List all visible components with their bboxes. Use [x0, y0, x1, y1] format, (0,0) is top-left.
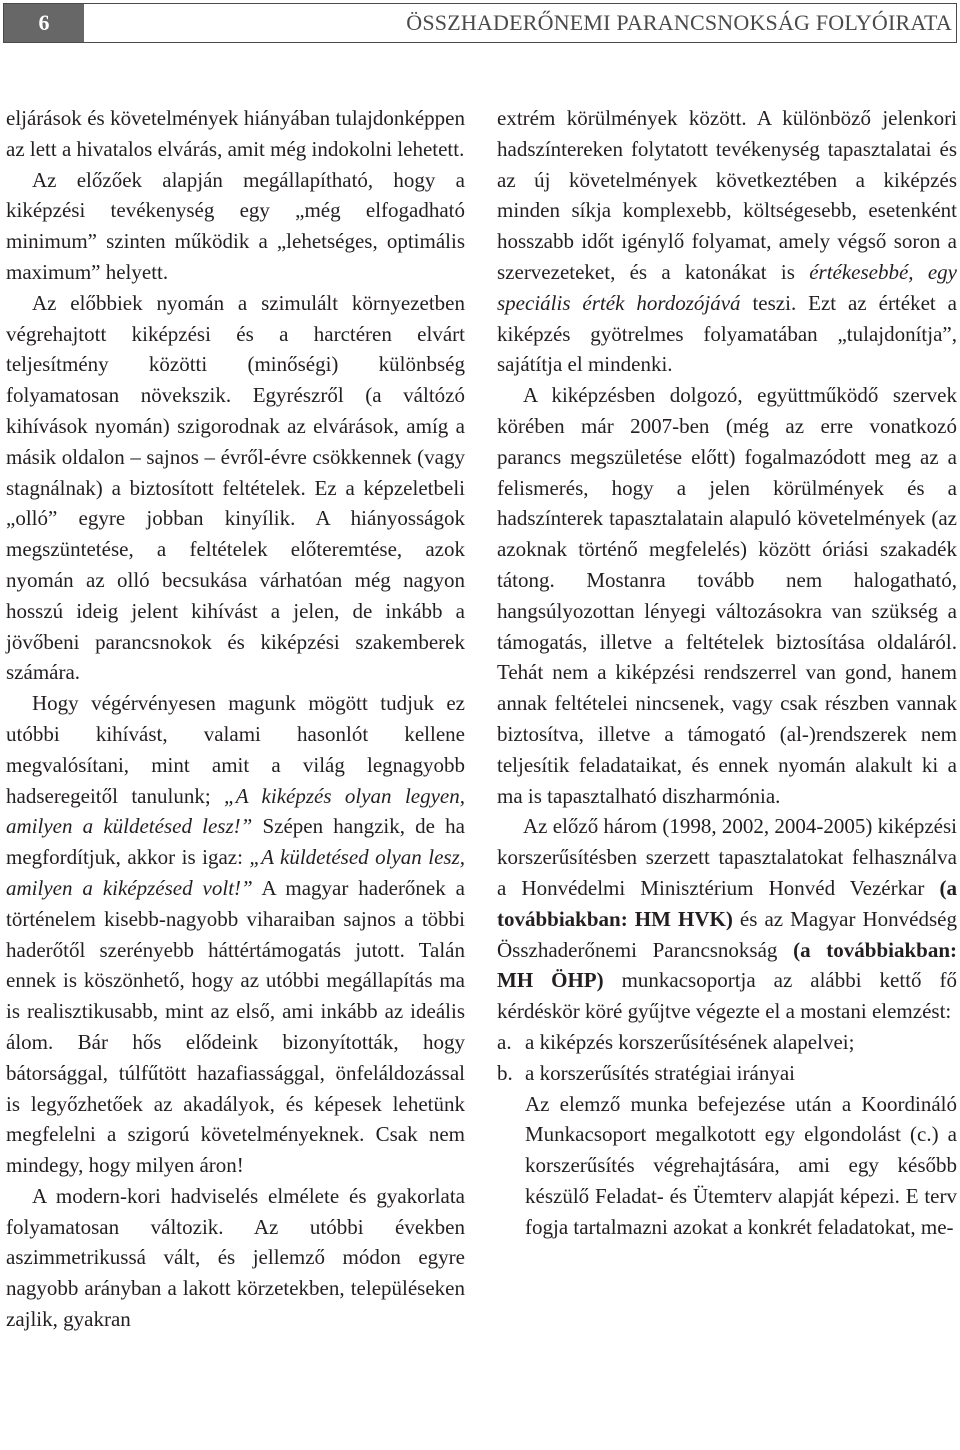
text-run: extrém körülmények között. A különböző jelenkori hadszíntereken folytatott tevékenység tapasztalatai és az új követelmények következtében a kiképzés minden síkja komplexebb, költségesebb, esetenként hosszabb időt igénylő folyamat, amely végső soron a szervezeteket, és a katonákat is: [497, 106, 957, 284]
running-header: [3, 3, 957, 43]
paragraph: Az előzőek alapján megállapítható, hogy a kiképzési tevékenység egy „még elfogadható minimum” szinten működik a „lehetséges, optimális maximum” helyett.: [6, 167, 465, 284]
list-text: a kiképzés korszerűsítésének alapelvei;: [525, 1029, 855, 1054]
journal-title: ÖSSZHADERŐNEMI PARANCSNOKSÁG FOLYÓIRATA: [406, 10, 952, 35]
list-item: [497, 1058, 957, 1089]
paragraph: A modern-kori hadviselés elmélete és gyakorlata folyamatosan változik. Az utóbbi években aszimmetrikussá vált, és jellemző módon egyre nagyobb arányban a lakott körzetekben, településeken zajlik, gyakran: [6, 1183, 465, 1332]
list-label: a.: [497, 1029, 512, 1054]
list-item: [497, 1027, 957, 1058]
bold-abbreviation: (a továbbiakban: HM HVK): [497, 875, 957, 931]
paragraph: [6, 688, 465, 1181]
text-run: Szépen hangzik, de ha megfordítjuk, akkor is igaz:: [6, 814, 465, 870]
list-text: a korszerűsítés stratégiai irányai: [525, 1060, 795, 1085]
paragraph: A kiképzésben dolgozó, együttműködő szervek körében már 2007-ben (még az erre vonatkozó parancs megszületése előtt) fogalmazódott meg az a felismerés, hogy a jelen körülmények és a hadszínterek tapasztalatain alapuló követelmények (az azoknak történő megfelelés) között óriási szakadék tátong. Mostanra tovább nem halogatható, hangsúlyozottan lényegi változásokra van szükség a támogatás, illetve a feltételek biztosítása oldaláról. Tehát nem a kiképzési rendszerrel van gond, hanem annak feltételei nincsenek, vagy csak részben vannak biztosítva, illetve a támogató (al-)rendszerek nem teljesítik feladataikat, és ennek nyomán alakult ki a ma is tapasztalható diszharmónia.: [497, 383, 957, 808]
paragraph: [497, 103, 957, 380]
left-column: [6, 103, 465, 1335]
text-run: és az Magyar Honvédség Összhaderőnemi Parancsnokság: [497, 906, 957, 962]
text-run: Hogy végérvényesen magunk mögött tudjuk ez utóbbi kihívást, valami hasonlót kellene megvalósítani, mint amit a világ legnagyobb hadseregeitől tanulunk;: [6, 691, 465, 808]
paragraph: eljárások és követelmények hiányában tulajdonképpen az lett a hivatalos elvárás, amit még indokolni lehetett.: [6, 106, 465, 161]
paragraph: Az előbbiek nyomán a szimulált környezetben végrehajtott kiképzési és a harctéren elvárt teljesítmény közötti (minőségi) különbség folyamatosan növekszik. Egyrészről (a váltózó kihívások nyomán) szigorodnak az elvárások, amíg a másik oldalon – sajnos – évről-évre csökkennek (vagy stagnálnak) a biztosított feltételek. Ez a képzeletbeli „olló” egyre jobban kinyílik. A hiányosságok megszüntetése, a feltételek előteremtése, azok nyomán az olló becsukása várhatóan még nagyon hosszú ideig jelent kihívást a jelen, de inkább a jövőbeni parancsnokok és kiképzési szakemberek számára.: [6, 290, 465, 685]
emphasis-quote: „A kiképzés olyan legyen, amilyen a küldetésed lesz!”: [6, 783, 465, 839]
right-column: [497, 103, 957, 1242]
paragraph: [497, 811, 957, 1027]
emphasis-quote: „A küldetésed olyan lesz, amilyen a kiképzésed volt!”: [6, 845, 465, 900]
list-label: b.: [497, 1060, 513, 1085]
text-run: A magyar haderőnek a történelem kisebb-nagyobb viharaiban sajnos a többi haderőtől szerényebb háttértámogatás jutott. Talán ennek is köszönhető, hogy az utóbbi megállapítás ma is realisztikusabb, mint az első, ami inkább az ideális álom. Bár hős elődeink bizonyították, hogy bátorsággal, túlfűtött hazafiassággal, önfeláldozással is legyőzhetőek az akadályok, és képesek lehetünk megfelelni a szigorú követelményeknek. Csak nem mindegy, hogy milyen áron!: [6, 875, 466, 1178]
bold-abbreviation: (a továbbiakban: MH ÖHP): [497, 937, 957, 993]
paragraph: Az elemző munka befejezése után a Koordináló Munkacsoport megalkotott egy elgondolást (c.) a korszerűsítés végrehajtására, ami egy később készülő Feladat- és Ütemterv alapját képezi. E terv fogja tartalmazni azokat a konkrét feladatokat, me-: [525, 1091, 957, 1239]
text-run: munkacsoportja az alábbi kettő fő kérdéskör köré gyűjtve végezte el a mostani elemzést:: [497, 968, 957, 1024]
page-number: 6: [4, 4, 84, 42]
text-run: Az előző három (1998, 2002, 2004-2005) kiképzési korszerűsítésben szerzett tapasztalatokat felhasználva a Honvédelmi Minisztérium Honvéd Vezérkar: [497, 814, 957, 900]
emphasis-phrase: értékesebbé, egy speciális érték hordozójává: [497, 259, 957, 315]
text-run: teszi. Ezt az értéket a kiképzés gyötrelmes folyamatában „tulajdonítja”, sajátítja el mindenki.: [497, 290, 957, 377]
